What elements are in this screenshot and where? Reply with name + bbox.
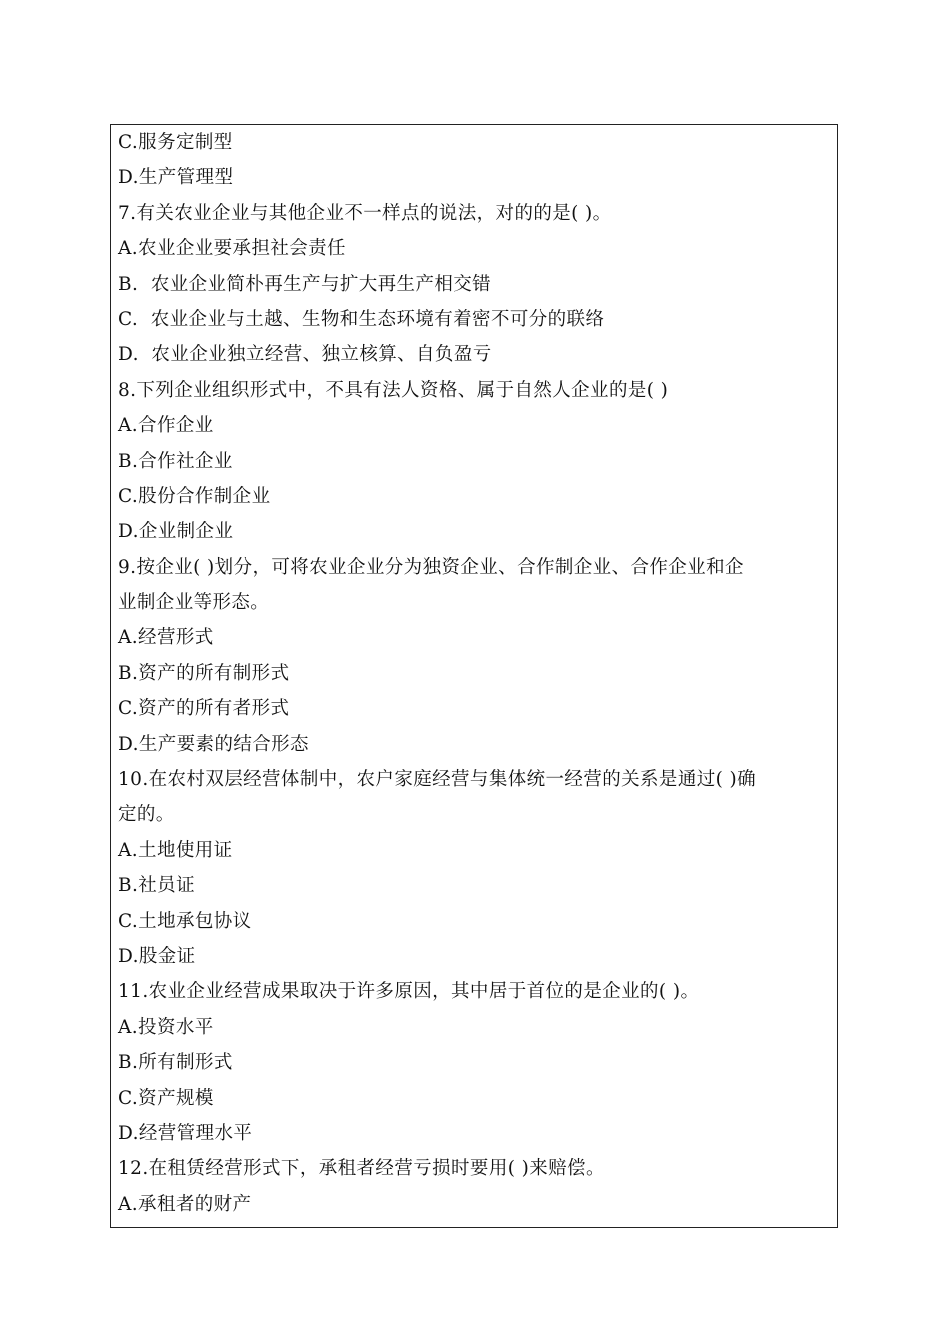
- question-content: [118, 125, 831, 1222]
- option-line: A.经营形式: [118, 627, 214, 649]
- question-line-continued: 业制企业等形态。: [118, 592, 270, 614]
- option-line: D.生产管理型: [118, 167, 234, 189]
- option-line: D.股金证: [118, 945, 196, 967]
- option-line: C.股份合作制企业: [118, 485, 271, 507]
- option-line: C.资产的所有者形式: [118, 698, 290, 720]
- option-line: D. 农业企业独立经营、独立核算、自负盈亏: [118, 344, 492, 366]
- option-line: C. 农业企业与土越、生物和生态环境有着密不可分的联络: [118, 308, 605, 330]
- option-line: A.农业企业要承担社会责任: [118, 238, 346, 260]
- question-line: 7.有关农业企业与其他企业不一样点的说法，对的的是( )。: [118, 202, 612, 224]
- option-line: B.社员证: [118, 875, 195, 897]
- question-line: 12.在租赁经营形式下，承租者经营亏损时要用( )来赔偿。: [118, 1158, 605, 1180]
- question-line: 11.农业企业经营成果取决于许多原因，其中居于首位的是企业的( )。: [118, 981, 700, 1003]
- option-line: D.企业制企业: [118, 521, 234, 543]
- option-line: D.经营管理水平: [118, 1122, 253, 1144]
- question-line: 9.按企业( )划分，可将农业企业分为独资企业、合作制企业、合作企业和企: [118, 556, 744, 578]
- option-line: B.资产的所有制形式: [118, 662, 290, 684]
- option-line: C.土地承包协议: [118, 910, 252, 932]
- option-line: A.土地使用证: [118, 839, 233, 861]
- option-line: C.资产规模: [118, 1087, 214, 1109]
- option-line: A.合作企业: [118, 415, 214, 437]
- option-line: C.服务定制型: [118, 132, 233, 153]
- question-line: 8.下列企业组织形式中，不具有法人资格、属于自然人企业的是( ): [118, 379, 669, 401]
- question-line: 10.在农村双层经营体制中，农户家庭经营与集体统一经营的关系是通过( )确: [118, 769, 757, 791]
- option-line: D.生产要素的结合形态: [118, 733, 309, 755]
- option-line: A.投资水平: [118, 1016, 214, 1038]
- question-box: [110, 124, 838, 1228]
- option-line: B.所有制形式: [118, 1052, 233, 1074]
- question-line-continued: 定的。: [118, 804, 175, 826]
- option-line: A.承租者的财产: [118, 1193, 252, 1215]
- option-line: B. 农业企业简朴再生产与扩大再生产相交错: [118, 273, 492, 295]
- option-line: B.合作社企业: [118, 450, 233, 472]
